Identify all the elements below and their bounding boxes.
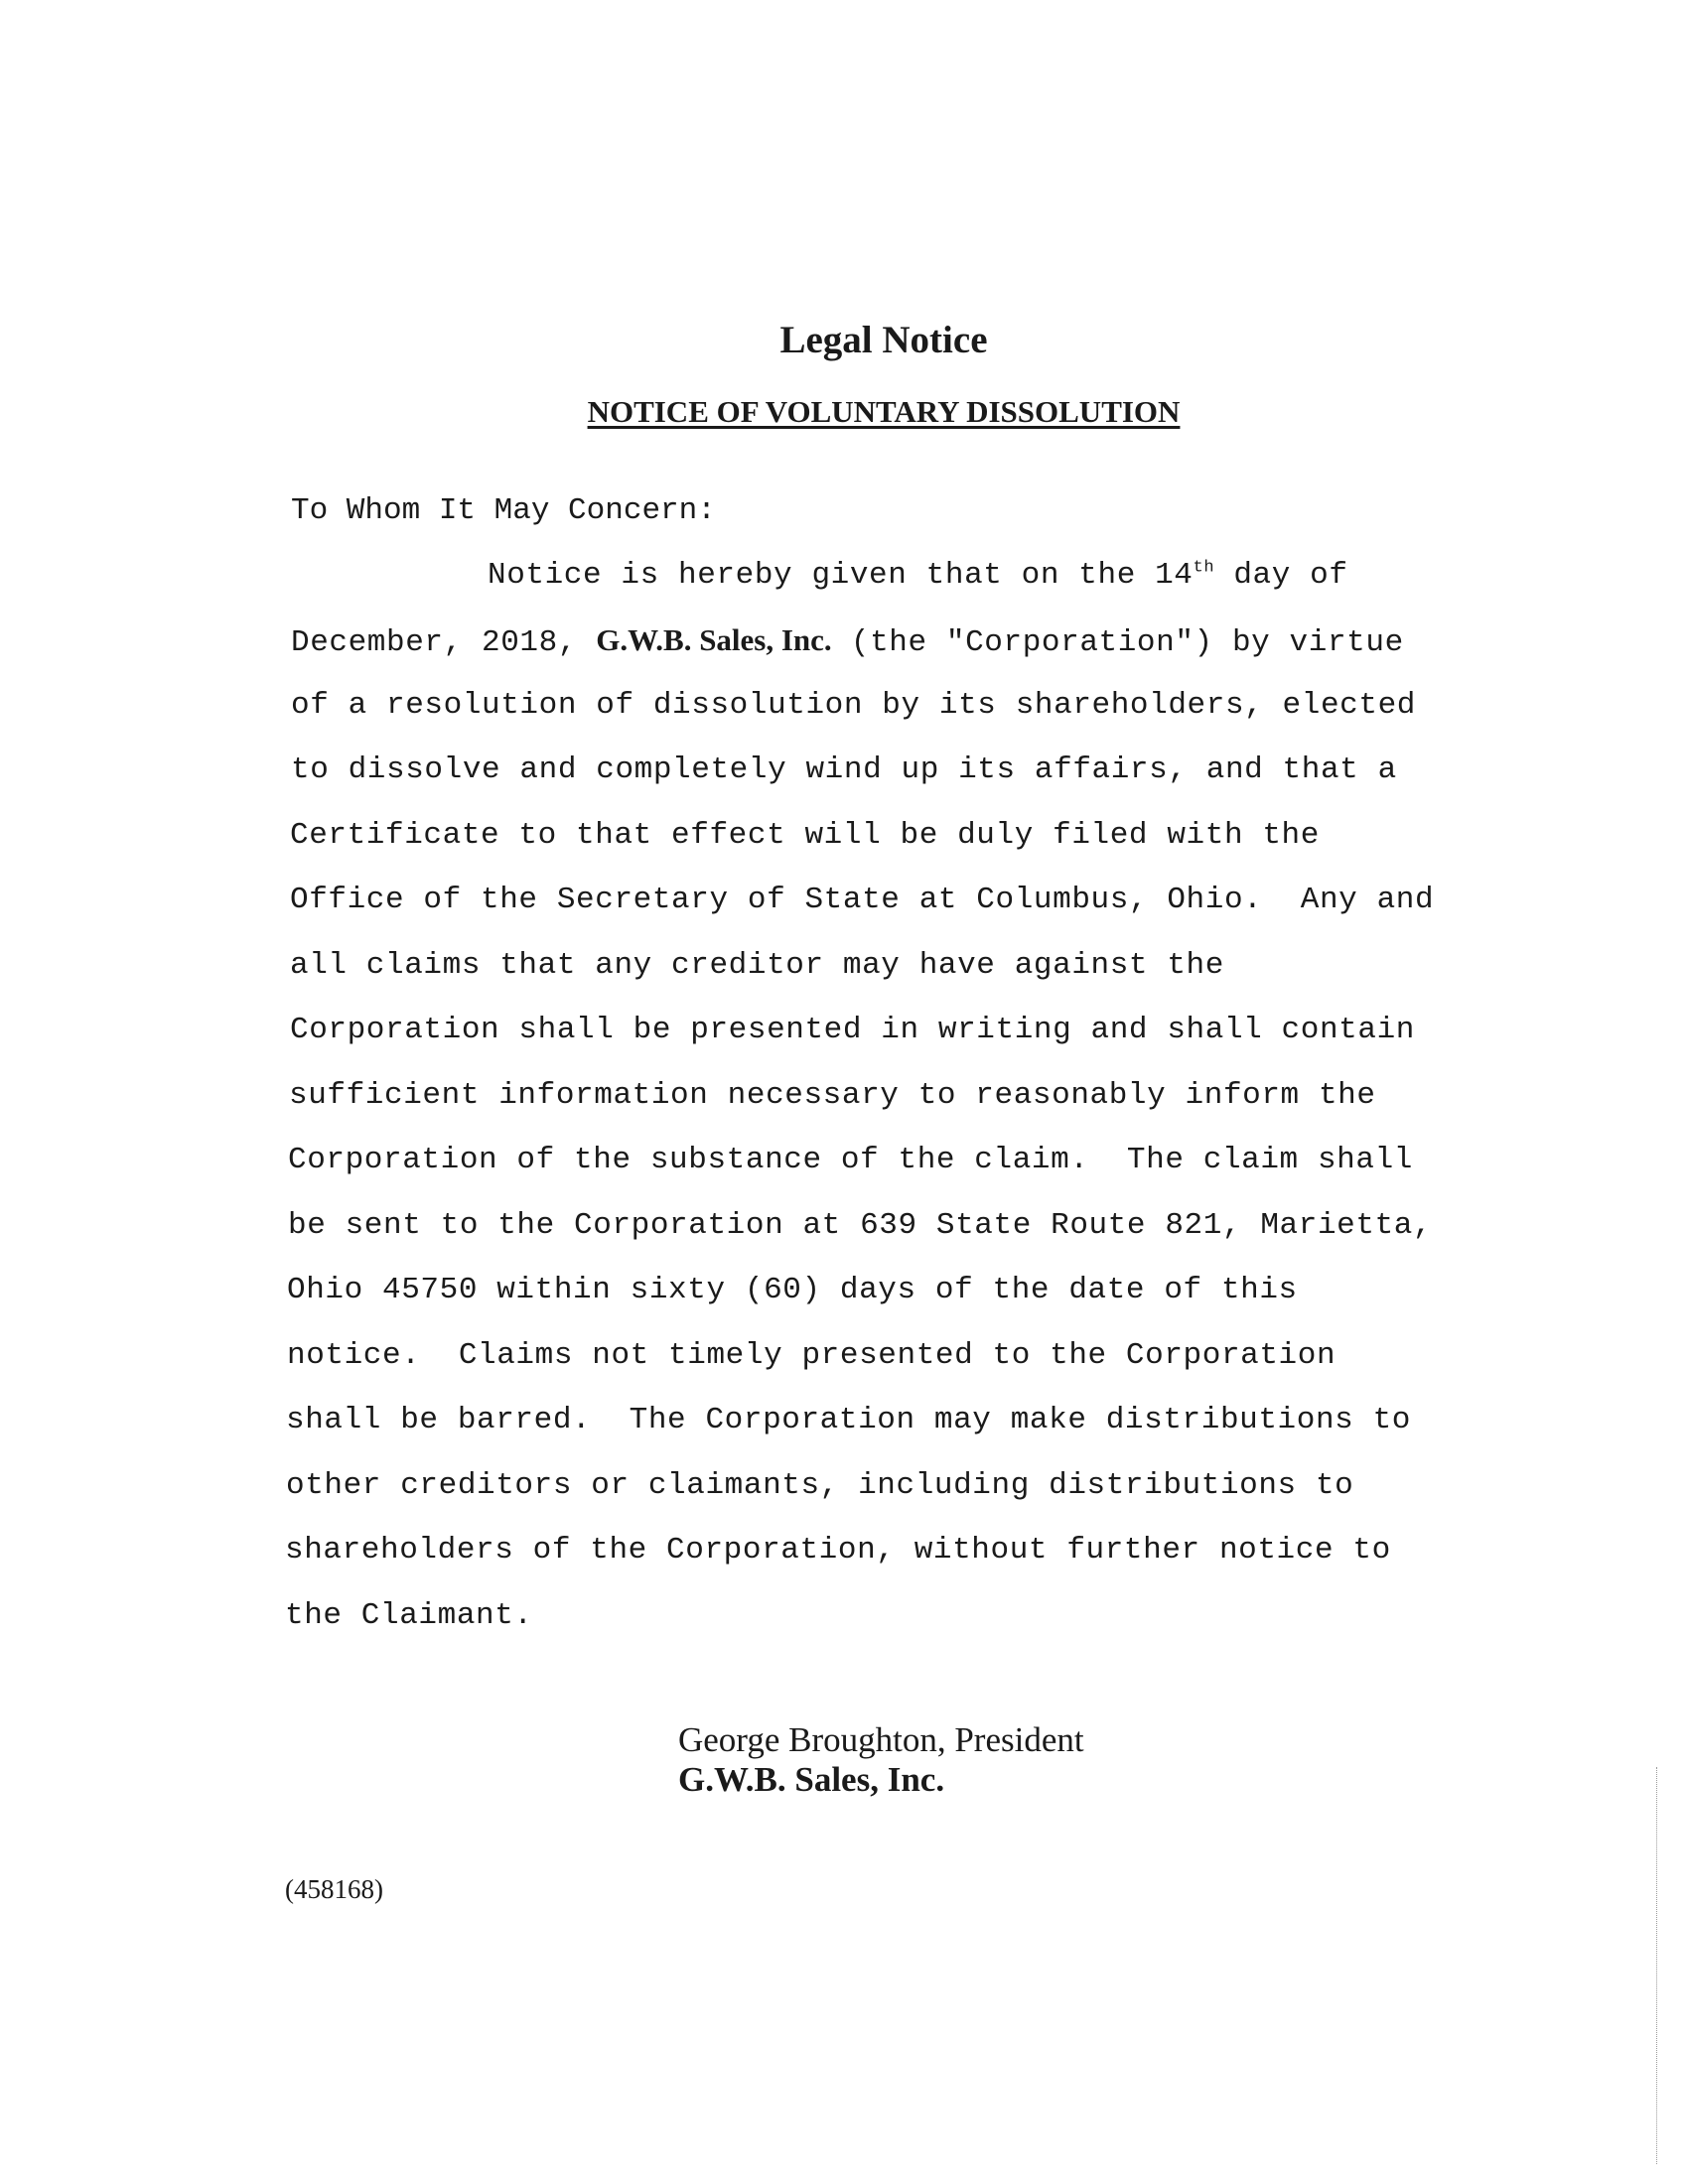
body-line-13: notice. Claims not timely presented to the Corporation <box>287 1338 1336 1373</box>
body-line-17: the Claimant. <box>285 1598 533 1633</box>
body-line-5: Certificate to that effect will be duly filed with the <box>290 818 1320 853</box>
body-line-1 <box>488 551 1348 601</box>
body-line-1-text: Notice is hereby given that on the 14 <box>488 558 1194 593</box>
document-title: Legal Notice <box>779 319 988 361</box>
body-line-4: to dissolve and completely wind up its affairs, and that a <box>291 752 1397 787</box>
scan-edge-mark <box>1656 1767 1657 2164</box>
document-subtitle: NOTICE OF VOLUNTARY DISSOLUTION <box>587 394 1181 429</box>
body-line-6: Office of the Secretary of State at Columbus, Ohio. Any and <box>290 883 1435 917</box>
body-line-2-end: (the "Corporation") by virtue <box>831 625 1404 660</box>
body-line-8: Corporation shall be presented in writing and shall contain <box>290 1013 1415 1047</box>
body-line-16: shareholders of the Corporation, without further notice to <box>285 1533 1391 1568</box>
signature-name-title: George Broughton, President <box>678 1720 1084 1759</box>
body-line-2 <box>291 615 1404 668</box>
signature-company: G.W.B. Sales, Inc. <box>678 1760 945 1799</box>
body-line-11: be sent to the Corporation at 639 State Route 821, Marietta, <box>288 1208 1433 1243</box>
body-line-1-end: day of <box>1214 558 1348 593</box>
body-line-15: other creditors or claimants, including distributions to <box>286 1468 1354 1503</box>
body-line-3: of a resolution of dissolution by its shareholders, elected <box>291 688 1416 723</box>
ordinal-suffix: th <box>1193 558 1215 578</box>
salutation: To Whom It May Concern: <box>291 493 716 528</box>
body-line-14: shall be barred. The Corporation may make distributions to <box>286 1403 1411 1437</box>
body-line-10: Corporation of the substance of the claim. The claim shall <box>288 1143 1413 1177</box>
reference-number: (458168) <box>285 1874 383 1904</box>
body-line-2-text: December, 2018, <box>291 625 597 660</box>
body-line-9: sufficient information necessary to reasonably inform the <box>289 1078 1376 1113</box>
body-line-12: Ohio 45750 within sixty (60) days of the date of this <box>287 1273 1298 1307</box>
company-name-inline: G.W.B. Sales, Inc. <box>596 622 832 657</box>
body-line-7: all claims that any creditor may have against the <box>290 948 1224 983</box>
